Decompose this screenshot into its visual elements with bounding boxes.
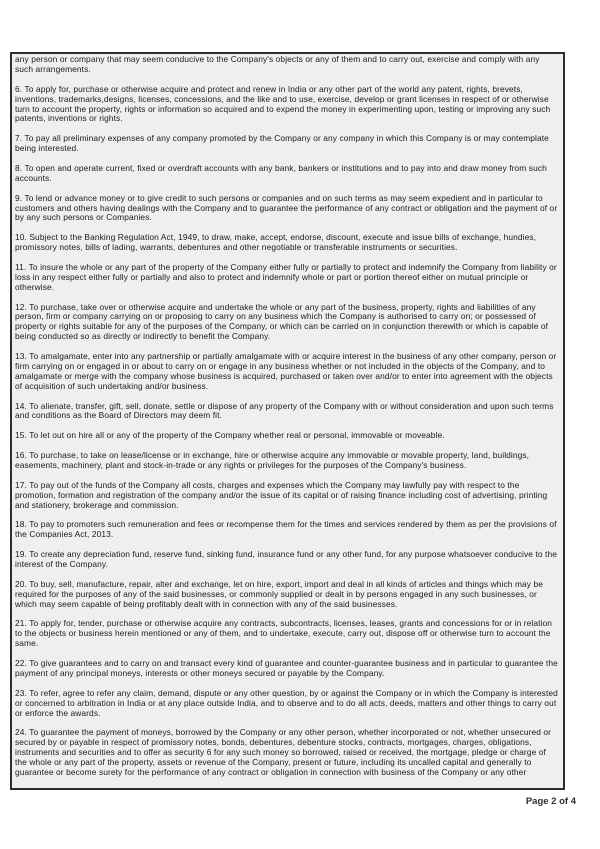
paragraph: 9. To lend or advance money or to give credit to such persons or companies and on such terms as may seem expedient and in particular to customers and others having dealings with the Company and to guarantee the performance of any contract or obligation and the payment of or by any such persons or Companies.: [15, 192, 558, 223]
page-number-indicator: Page 2 of 4: [525, 796, 576, 807]
document-body: [10, 52, 565, 790]
paragraph: 14. To alienate, transfer, gift, sell, donate, settle or dispose of any property of the Company with or without consideration and upon such terms and conditions as the Board of Directors may deem fit.: [15, 400, 554, 421]
paragraph: 10. Subject to the Banking Regulation Act, 1949, to draw, make, accept, endorse, discount, execute and issue bills of exchange, hundies, promissory notes, bills of lading, warrants, debentures and other negotiable or transferable instruments or securities.: [15, 232, 537, 253]
paragraph: 21. To apply for, tender, purchase or otherwise acquire any contracts, subcontracts, licenses, leases, grants and concessions for or in relation to the objects or business herein mentioned or any of them, and to undertake, execute, carry out, dispose off or otherwise turn to account the same.: [15, 618, 553, 649]
paragraph: 7. To pay all preliminary expenses of any company promoted by the Company or any company in which this Company is or may contemplate being interested.: [15, 133, 549, 154]
paragraph: 13. To amalgamate, enter into any partnership or partially amalgamate with or acquire interest in the business of any other company, person or firm carrying on or engaged in or about to carry on or engage in any business whether or not included in the objects of the Company, and to amalgamate or merge with the company whose business is acquired, purchased or taken over and/or to enter into agreement with the objects of acquisition of such undertaking and/or business.: [15, 351, 557, 391]
paragraph: 24. To guarantee the payment of moneys, borrowed by the Company or any other person, whether incorporated or not, whether unsecured or secured by or payable in respect of promissory notes, bonds, debentures, debenture stocks, contracts, mortgages, charges, obligations, instruments and securities and to offer as security 6 for any such money so borrowed, raised or received, the mortgage, pledge or charge of the whole or any part of the property, assets or revenue of the Company, present or future, including its uncalled capital and generally to guarantee or become surety for the performance of any contract or obligation in connection with business of the Company or any other: [15, 727, 552, 777]
paragraph: any person or company that may seem conducive to the Company's objects or any of them and to carry out, exercise and comply with any such arrangements.: [15, 54, 540, 74]
paragraph: 23. To refer, agree to refer any claim, demand, dispute or any other question, by or against the Company or in which the Company is interested or concerned to arbitration in India or at any place outside India, and to observe and to do all acts, deeds, matters and other things to carry out or enforce the awards.: [15, 687, 558, 718]
paragraph: 17. To pay out of the funds of the Company all costs, charges and expenses which the Company may lawfully pay with respect to the promotion, formation and registration of the company and/or the issue of its capital or of raising finance including cost of advertising, printing and stationery, brokerage and commission.: [15, 479, 548, 510]
paragraph: 11. To insure the whole or any part of the property of the Company either fully or partially to protect and indemnify the Company from liability or loss in any respect either fully or partially and also to protect and indemnify whole or part or portion thereof either on mutual principle or otherwise.: [15, 261, 557, 292]
paragraph: 16. To purchase, to take on lease/license or in exchange, hire or otherwise acquire any immovable or movable property, land, buildings, easements, machinery, plant and stock-in-trade or any rights or privileges for the purposes of the Company's business.: [15, 450, 530, 470]
paragraph: 6. To apply for, purchase or otherwise acquire and protect and renew in India or any other part of the world any patent, rights, brevets, inventions, trademarks,designs, licenses, concessions, and the like and to use, exercise, develop or grant licenses in respect of or otherwise turn to account the property, rights or information so acquired and to expend the money in experimenting upon, testing or improving any such patents, inventions or rights.: [15, 83, 551, 124]
paragraph: 19. To create any depreciation fund, reserve fund, sinking fund, insurance fund or any other fund, for any purpose whatsoever conducive to the interest of the Company.: [15, 549, 557, 569]
paragraph: 22. To give guarantees and to carry on and transact every kind of guarantee and counter-guarantee business and in particular to guarantee the payment of any principal moneys, interests or other moneys secured or payable by the Company.: [15, 658, 558, 678]
paragraph: 15. To let out on hire all or any of the property of the Company whether real or personal, immovable or moveable.: [15, 430, 445, 441]
paragraph: 12. To purchase, take over or otherwise acquire and undertake the whole or any part of the business, property, rights and liabilities of any person, firm or company carrying on or proposing to carry on any business which the Company is authorised to carry on; or possessed of property or rights suitable for any of the purposes of the Company, or which can be carried on in conjunction therewith or which is capable of being conducted so as directly or indirectly to benefit the Company.: [15, 301, 549, 342]
paragraph: 18. To pay to promoters such remuneration and fees or recompense them for the times and services rendered by them as per the provisions of the Companies Act, 2013.: [15, 519, 557, 540]
paragraph: 20. To buy, sell, manufacture, repair, alter and exchange, let on hire, export, import and deal in all kinds of articles and things which may be required for the purposes of any of the said businesses, or commonly supplied or dealt in by persons engaged in any such businesses, or which may seem capable of being profitably dealt with in connection with any of the said businesses.: [15, 578, 544, 609]
paragraph: 8. To open and operate current, fixed or overdraft accounts with any bank, bankers or institutions and to pay into and draw money from such accounts.: [15, 162, 547, 183]
